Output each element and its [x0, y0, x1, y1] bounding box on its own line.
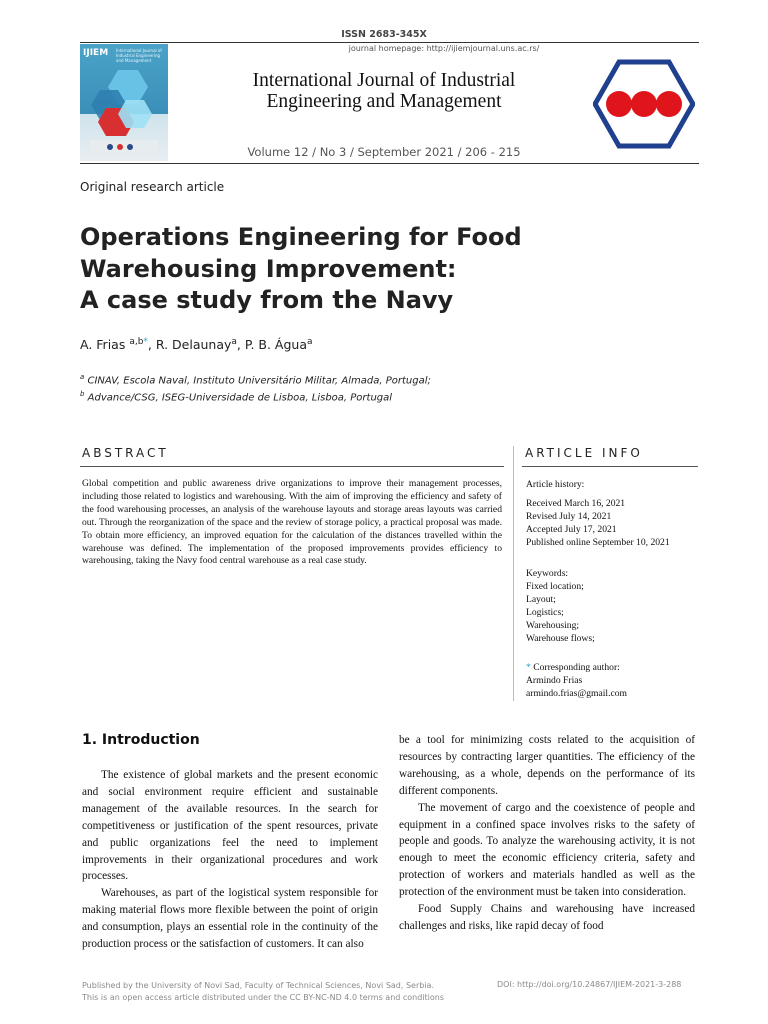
cover-label: IJIEM [83, 48, 109, 58]
section-heading-introduction: 1. Introduction [82, 732, 200, 748]
affiliation-text: Advance/CSG, ISEG-Universidade de Lisboa, Lisboa, Portugal [84, 392, 393, 404]
article-title [80, 222, 600, 317]
keyword: Logistics; [526, 607, 564, 618]
journal-logo [593, 58, 695, 150]
keyword: Warehouse flows; [526, 633, 595, 644]
journal-title-line1: International Journal of Industrial [252, 70, 516, 91]
header-top-rule [80, 42, 699, 43]
keyword: Layout; [526, 594, 556, 605]
footer-line1: Published by the University of Novi Sad, Faculty of Technical Sciences, Novi Sad, Serbia. [82, 981, 434, 990]
column-divider [513, 446, 514, 701]
spacer [526, 549, 701, 567]
history-published: Published online September 10, 2021 [526, 537, 670, 548]
affiliation-text: CINAV, Escola Naval, Instituto Universitário Militar, Almada, Portugal; [84, 375, 431, 387]
article-info-heading: ARTICLE INFO [525, 446, 643, 460]
author-3-affil: a [307, 337, 313, 347]
journal-title [190, 70, 578, 112]
affiliation-mark: a [80, 373, 85, 381]
body-paragraph: The existence of global markets and the present economic and social environment require efficient and sustainable management of the available resources. In the search for competitiveness or justification of the spent resources, private and public organizations feel the need to implement improvements in their organizational procedures and work processes. [82, 769, 378, 883]
history-revised: Revised July 14, 2021 [526, 511, 612, 522]
abstract-text: Global competition and public awareness drive organizations to improve their management processes, including those related to logistics and warehousing. With the aim of improving the efficiency and safety of the food warehousing processes, an analysis of the warehouse layouts and storage areas layouts was carried out. Through the reorganization of the space and the review of storage policy, a practical proposal was made. To obtain more efficiency, an improved equation for the calculation of the distances travelled within the warehouse was defined. The implementation of the proposed improvements provides efficiency to warehousing, taking the Navy food central warehouse as a real case study. [82, 478, 502, 567]
volume-issue: Volume 12 / No 3 / September 2021 / 206 - 215 [247, 145, 521, 159]
author-2: , R. Delaunay [147, 337, 232, 353]
history-received: Received March 16, 2021 [526, 498, 626, 509]
abstract-heading: ABSTRACT [82, 446, 169, 460]
affiliation-a [80, 371, 431, 388]
abstract-rule [80, 466, 504, 467]
history-label: Article history: [526, 479, 585, 490]
corresponding-name: Armindo Frias [526, 675, 583, 686]
author-1: A. Frias [80, 337, 130, 353]
article-info [526, 478, 701, 700]
title-line2: Warehousing Improvement: [80, 254, 457, 283]
affiliations [80, 371, 431, 405]
body-paragraph: Warehouses, as part of the logistical system responsible for making material flows more flexible between the point of origin and consumption, plays an essential role in the continuity of the production process or the satisfaction of customers. It can also [82, 887, 378, 951]
keywords-label: Keywords: [526, 568, 569, 579]
spacer [526, 645, 701, 661]
affiliation-b [80, 388, 431, 405]
article-info-rule [522, 466, 698, 467]
corresponding-star[interactable]: * [143, 337, 148, 347]
footer-doi-link[interactable]: DOI: http://doi.org/10.24867/IJIEM-2021-3-288 [497, 980, 682, 989]
authors [80, 337, 313, 352]
affiliation-mark: b [80, 389, 85, 398]
journal-homepage[interactable]: journal homepage: http://ijiemjournal.uns.ac.rs/ [348, 44, 540, 53]
body-paragraph: The movement of cargo and the coexistence of people and equipment in a confined space involves risks to the safety of people and goods. To analyze the warehousing activity, it is not enough to meet the economic efficiency criteria, safety and protection of workers and materials handled as well as the protection of the environment must be taken into consideration. [399, 801, 695, 899]
cover-text: International Journal of Industrial Engineering and Management [116, 48, 162, 63]
author-3: , P. B. Água [236, 337, 307, 353]
corresponding-email[interactable]: armindo.frias@gmail.com [526, 688, 628, 699]
footer-line2: This is an open access article distributed under the CC BY-NC-ND 4.0 terms and conditions [82, 992, 445, 1002]
corresponding-label: Corresponding author: [533, 662, 620, 673]
footer-publisher [82, 980, 444, 1003]
journal-title-line2: Engineering and Management [266, 91, 502, 112]
body-paragraph: be a tool for minimizing costs related to the acquisition of resources by contracting larger quantities. The efficiency of the warehousing, as a whole, depends on the performance of its different components. [399, 734, 695, 797]
cover-hexagons-graphic [80, 44, 168, 161]
header-bottom-rule [80, 163, 699, 164]
keyword: Fixed location; [526, 581, 584, 592]
corresponding-label-row [526, 661, 701, 674]
title-line1: Operations Engineering for Food [80, 223, 522, 251]
issn: ISSN 2683-345X [341, 29, 427, 40]
author-1-affil: a,b [129, 337, 144, 347]
article-type: Original research article [80, 180, 225, 194]
body-paragraph: Food Supply Chains and warehousing have increased challenges and risks, like rapid decay of food [399, 903, 695, 932]
history-accepted: Accepted July 17, 2021 [526, 524, 617, 535]
journal-cover-image [80, 44, 168, 161]
body-column-right [399, 732, 695, 935]
body-column-left [82, 767, 378, 953]
author-2-affil: a [231, 337, 237, 347]
corresponding-star-marker: * [526, 662, 531, 673]
keyword: Warehousing; [526, 620, 580, 631]
title-line3: A case study from the Navy [80, 286, 454, 314]
